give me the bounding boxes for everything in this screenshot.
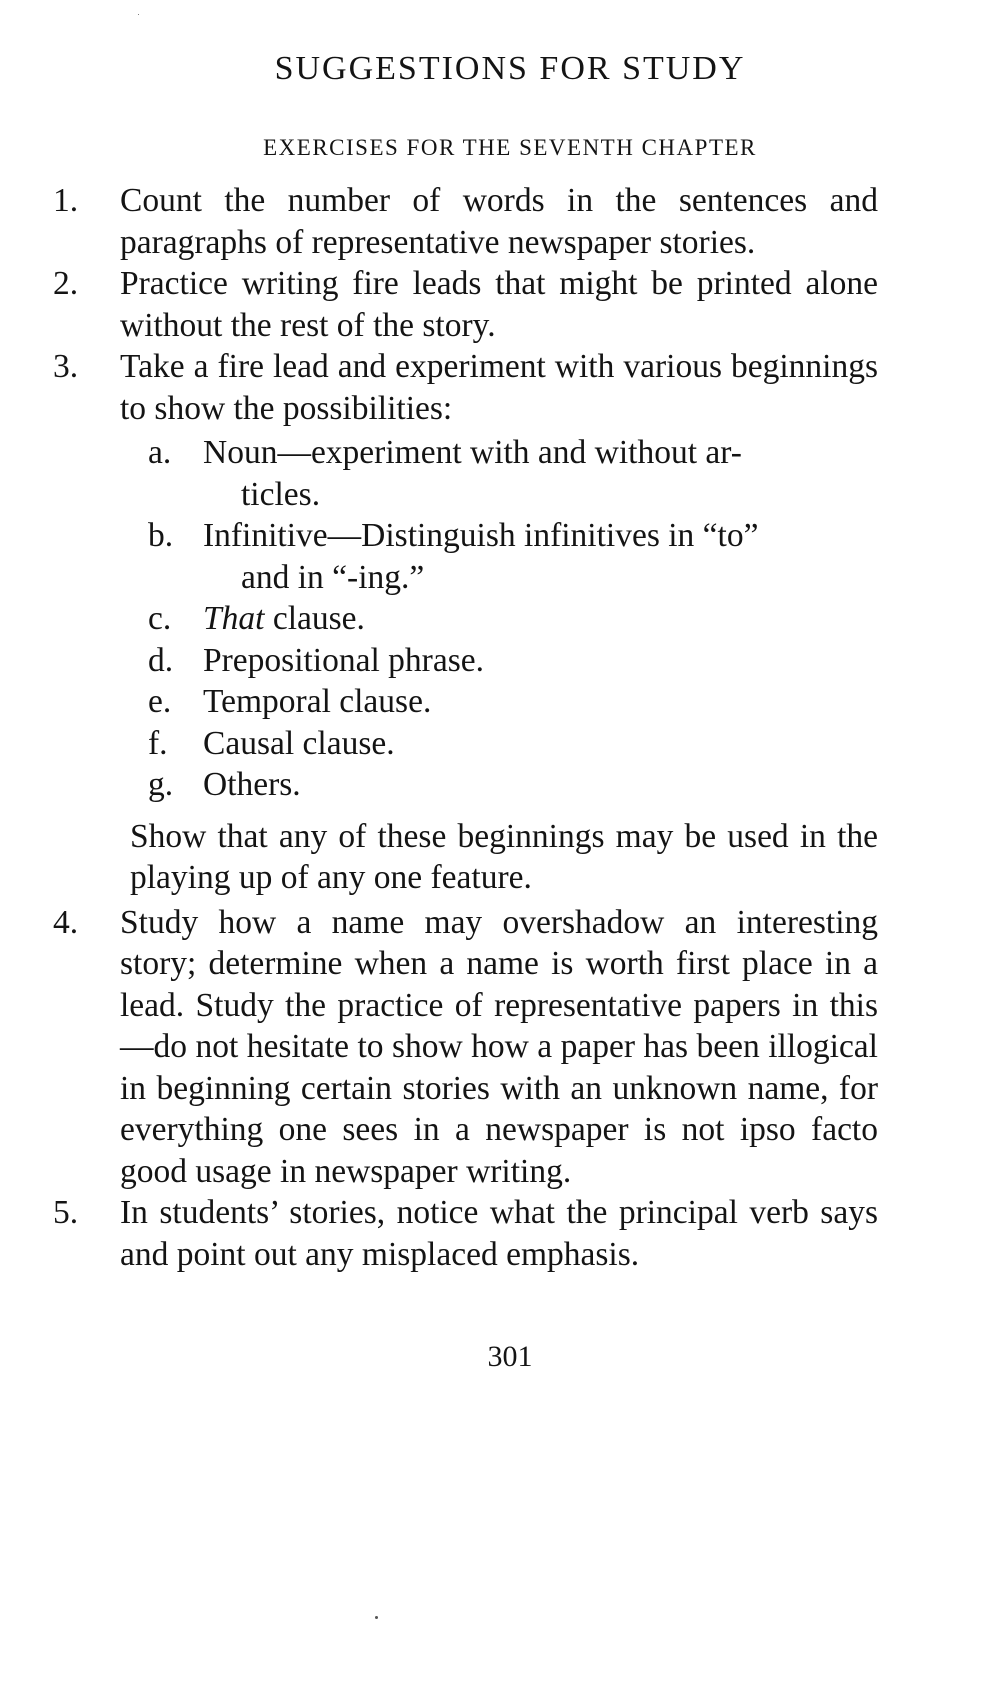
exercise-list [53,180,878,1275]
exercise-text: Take a fire lead and experiment with various beginnings to show the possibilities: [120,348,878,427]
page-number: 301 [487,1340,533,1373]
section-title: EXERCISES FOR THE SEVENTH CHAPTER [263,135,757,160]
exercise-text: Count the number of words in the sentences and paragraphs of representative newspaper stories. [120,182,878,261]
sublist-text: Prepositional phrase. [203,641,484,679]
exercise-item-3 [53,346,878,429]
speck-mark [138,14,139,15]
sublist-item-c [148,598,808,640]
sublist-letter: c. [148,600,172,637]
sublist-item-g [148,764,808,806]
sublist-item-d [148,640,808,682]
exercise-item-4 [53,902,878,1193]
running-head: SUGGESTIONS FOR STUDY [274,50,746,87]
sublist-text-continued: ticles. [241,475,321,513]
sublist-text-continued: and in “-ing.” [241,558,425,596]
exercise-item-2 [53,263,878,346]
sublist-letter: e. [148,683,172,720]
sublist-text: Causal clause. [203,724,395,762]
sublist-item-a [148,432,808,515]
sublist-letter: b. [148,517,174,554]
sublist-item-f [148,723,808,765]
speck-mark [375,1616,378,1619]
exercise-text: Study how a name may overshadow an interesting story; determine when a name is worth first place in a lead. Study the practice of representative papers in this—do not hesitate to show how a paper has been illogical in beginning certain stories with an unknown name, for everything one sees in a newspaper is not ipso facto good usage in newspaper writing. [120,903,878,1190]
beginnings-sublist [53,432,808,806]
sublist-text: Temporal clause. [203,683,432,720]
exercise-number: 5. [53,1194,79,1231]
sublist-text: Infinitive—Distinguish infinitives in “to” [203,517,759,554]
exercise-item-5 [53,1192,878,1275]
exercise-3-note: Show that any of these beginnings may be used in the playing up of any one feature. [130,817,878,896]
sublist-item-e [148,681,808,723]
sublist-letter: d. [148,641,174,679]
exercise-number: 3. [53,348,79,385]
sublist-text-rest: clause. [264,600,365,637]
sublist-text: Others. [203,766,301,803]
sublist-item-b [148,515,808,598]
exercise-text: Practice writing fire leads that might be printed alone without the rest of the story. [120,265,878,344]
exercise-number: 4. [53,903,79,941]
exercise-number: 2. [53,265,79,302]
sublist-letter: f. [148,724,168,762]
sublist-letter: a. [148,434,172,471]
exercise-number: 1. [53,182,79,219]
exercise-text: In students’ stories, notice what the principal verb says and point out any misplaced emphasis. [120,1194,878,1273]
exercise-item-1 [53,180,878,263]
sublist-text [203,598,808,640]
italic-word: That [203,600,265,637]
sublist-text: Noun—experiment with and without ar- [203,434,742,471]
sublist-letter: g. [148,766,174,803]
